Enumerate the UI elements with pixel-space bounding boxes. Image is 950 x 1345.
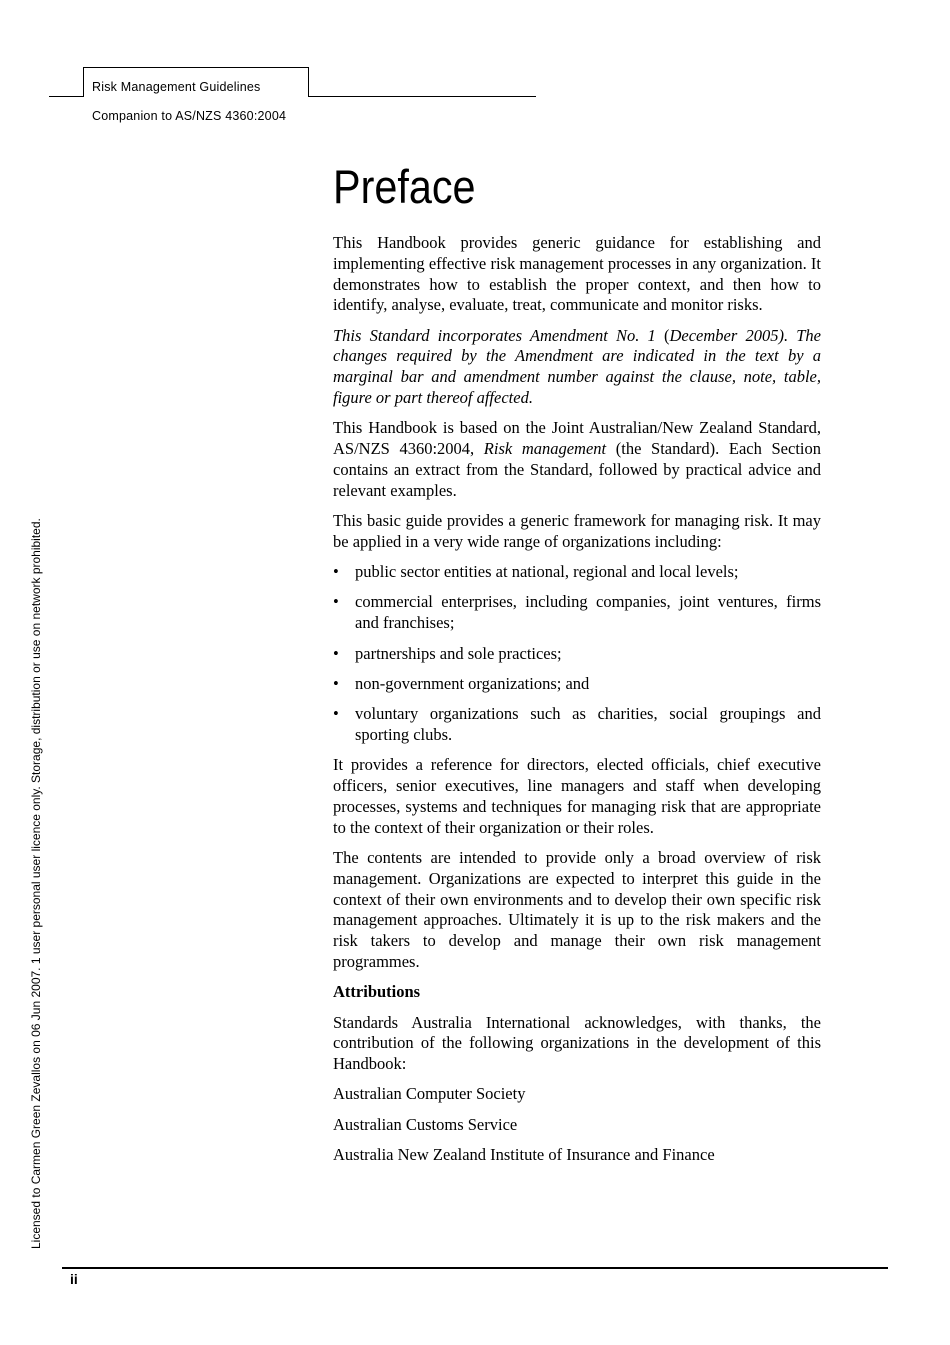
list-item-text: commercial enterprises, including companies, joint ventures, firms and franchises;	[355, 592, 821, 633]
header-title: Risk Management Guidelines	[92, 80, 261, 94]
list-item	[333, 674, 821, 695]
header-subtitle: Companion to AS/NZS 4360:2004	[92, 109, 287, 123]
amendment-note-part-c: December 2005). The changes required by the Amendment are indicated in the text by a marginal bar and amendment number against the clause, note, table, figure or part thereof affected.	[333, 325, 821, 408]
list-item-text: public sector entities at national, regional and local levels;	[355, 562, 739, 582]
standard-basis-part-c: (the Standard). Each Section contains an extract from the Standard, followed by practical advice and relevant examples.	[333, 439, 821, 500]
list-item	[333, 644, 821, 665]
standard-basis-part-a: This Handbook is based on the Joint Australian/New Zealand Standard, AS/NZS 4360:2004,	[333, 418, 821, 459]
bullet-icon: •	[333, 704, 339, 724]
list-item-text: non-government organizations; and	[355, 673, 590, 693]
framework-paragraph: This basic guide provides a generic framework for managing risk. It may be applied in a very wide range of organizations including:	[333, 511, 821, 551]
bullet-icon: •	[333, 562, 339, 582]
list-item	[333, 592, 821, 634]
page-number: ii	[70, 1271, 78, 1287]
organization-name: Australian Computer Society	[333, 1084, 526, 1104]
bullet-icon: •	[333, 592, 339, 612]
scope-paragraph: The contents are intended to provide only a broad overview of risk management. Organizations are expected to interpret this guide in the context of their own environments and to develop their own specific risk management approaches. Ultimately it is up to the risk makers and the risk takers to develop and manage their own risk management programmes.	[333, 847, 821, 971]
organization-name: Australian Customs Service	[333, 1114, 518, 1134]
intro-paragraph: This Handbook provides generic guidance for establishing and implementing effective risk management processes in any organization. It demonstrates how to establish the proper context, and then how to identify, analyse, evaluate, treat, communicate and monitor risks.	[333, 233, 821, 315]
audience-paragraph: It provides a reference for directors, elected officials, chief executive officers, senior executives, line managers and staff when developing processes, systems and techniques for managing risk that are appropriate to the context of their organization or their roles.	[333, 755, 821, 837]
header-rule-right	[309, 96, 536, 97]
attributions-heading: Attributions	[333, 982, 421, 1002]
standard-title: Risk management	[483, 439, 607, 459]
standard-basis-paragraph	[333, 418, 821, 501]
footer-rule	[62, 1267, 888, 1269]
attributions-intro: Standards Australia International acknowledges, with thanks, the contribution of the following organizations in the development of this Handbook:	[333, 1012, 821, 1074]
list-item	[333, 562, 821, 583]
licence-watermark: Licensed to Carmen Green Zevallos on 06 Jun 2007. 1 user personal user licence only. Storage, distribution or use on network prohibited.	[29, 518, 43, 1249]
page-title: Preface	[333, 160, 476, 213]
bullet-icon: •	[333, 643, 339, 663]
organization-types-list	[333, 562, 821, 746]
list-item-text: voluntary organizations such as charities, social groupings and sporting clubs.	[355, 704, 821, 744]
amendment-note-part-a: This Standard incorporates Amendment No. 1	[333, 325, 656, 345]
header-rule-left	[49, 96, 84, 97]
list-item	[333, 704, 821, 746]
amendment-note-part-b: (	[655, 325, 670, 345]
amendment-note	[333, 326, 821, 409]
list-item-text: partnerships and sole practices;	[355, 643, 562, 663]
page-content	[333, 158, 821, 1175]
organization-name: Australia New Zealand Institute of Insurance and Finance	[333, 1144, 715, 1164]
bullet-icon: •	[333, 673, 339, 693]
